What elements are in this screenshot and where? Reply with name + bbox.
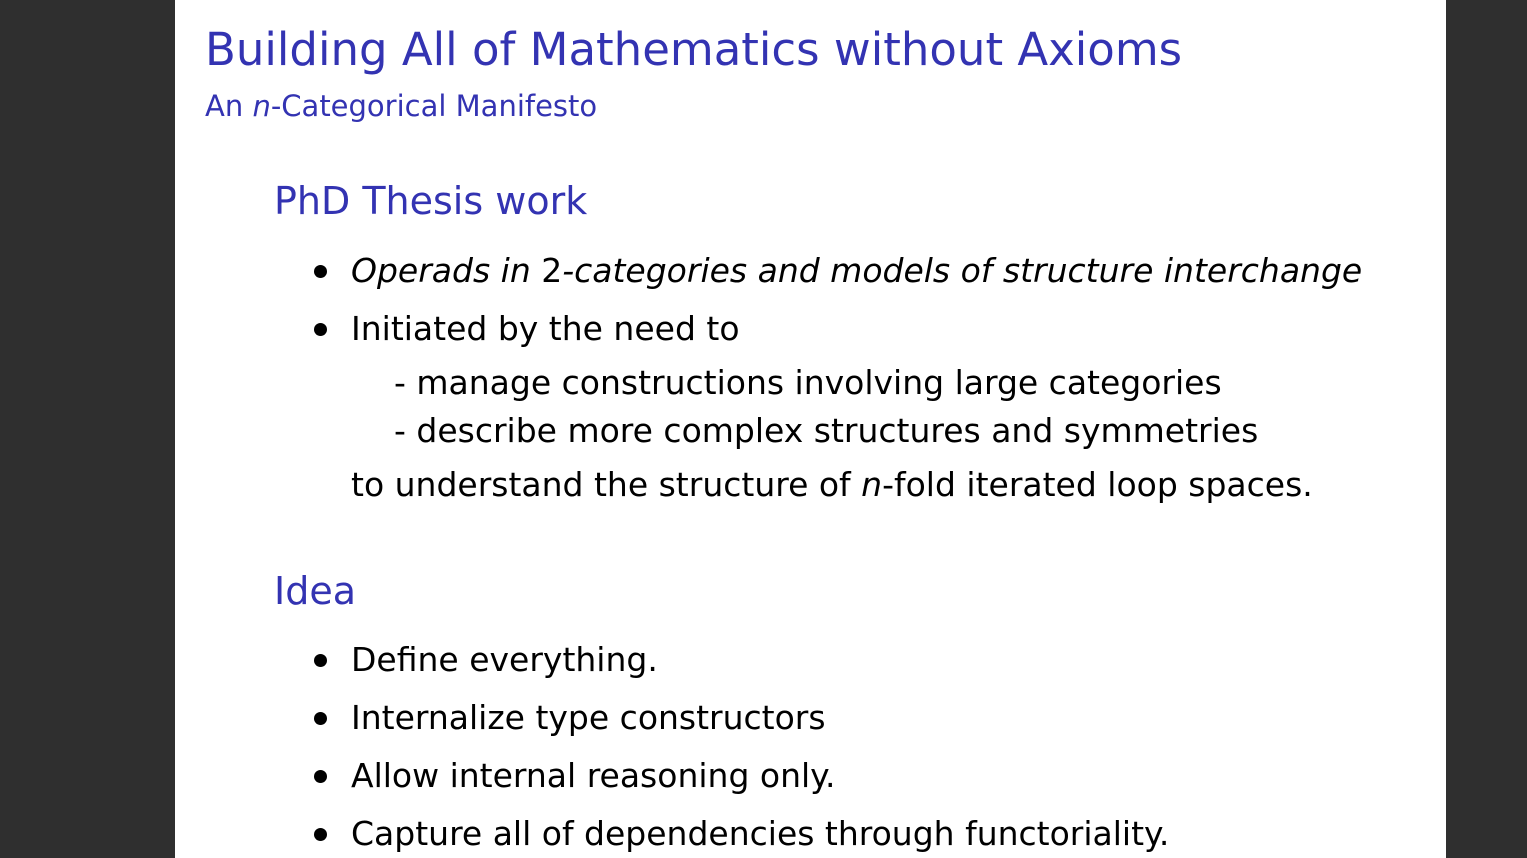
bullet-icon — [314, 265, 327, 278]
bullet-icon — [314, 654, 327, 667]
sub-item: - manage constructions involving large categories — [394, 363, 1222, 402]
slide — [175, 0, 1446, 858]
bullet-icon — [314, 712, 327, 725]
slide-title: Building All of Mathematics without Axioms — [205, 23, 1183, 76]
left-border — [0, 0, 175, 858]
right-border — [1446, 0, 1527, 858]
subtitle-suffix: -Categorical Manifesto — [270, 89, 598, 123]
conclusion-italic: n — [861, 465, 883, 504]
item-italic-part: Operads in — [351, 251, 542, 290]
item-italic-part: -categories and models of structure interchange — [562, 251, 1363, 290]
sub-item: - describe more complex structures and symmetries — [394, 411, 1259, 450]
idea-item-text: Internalize type constructors — [351, 698, 826, 737]
subtitle-prefix: An — [205, 89, 253, 123]
conclusion-prefix: to understand the structure of — [351, 465, 862, 504]
thesis-conclusion — [351, 465, 1313, 505]
subtitle-italic: n — [252, 89, 271, 123]
bullet-icon — [314, 323, 327, 336]
idea-item-text: Allow internal reasoning only. — [351, 756, 836, 795]
bullet-icon — [314, 770, 327, 783]
idea-heading: Idea — [274, 569, 356, 613]
bullet-icon — [314, 828, 327, 841]
thesis-heading: PhD Thesis work — [274, 179, 588, 223]
thesis-item-2-text: Initiated by the need to — [351, 309, 740, 348]
item-plain-part: 2 — [541, 251, 563, 290]
idea-item-text: Capture all of dependencies through functoriality. — [351, 814, 1170, 853]
slide-subtitle — [205, 88, 597, 124]
conclusion-suffix: -fold iterated loop spaces. — [882, 465, 1313, 504]
thesis-item-1-text — [351, 251, 1362, 291]
idea-item-text: Define everything. — [351, 640, 658, 679]
